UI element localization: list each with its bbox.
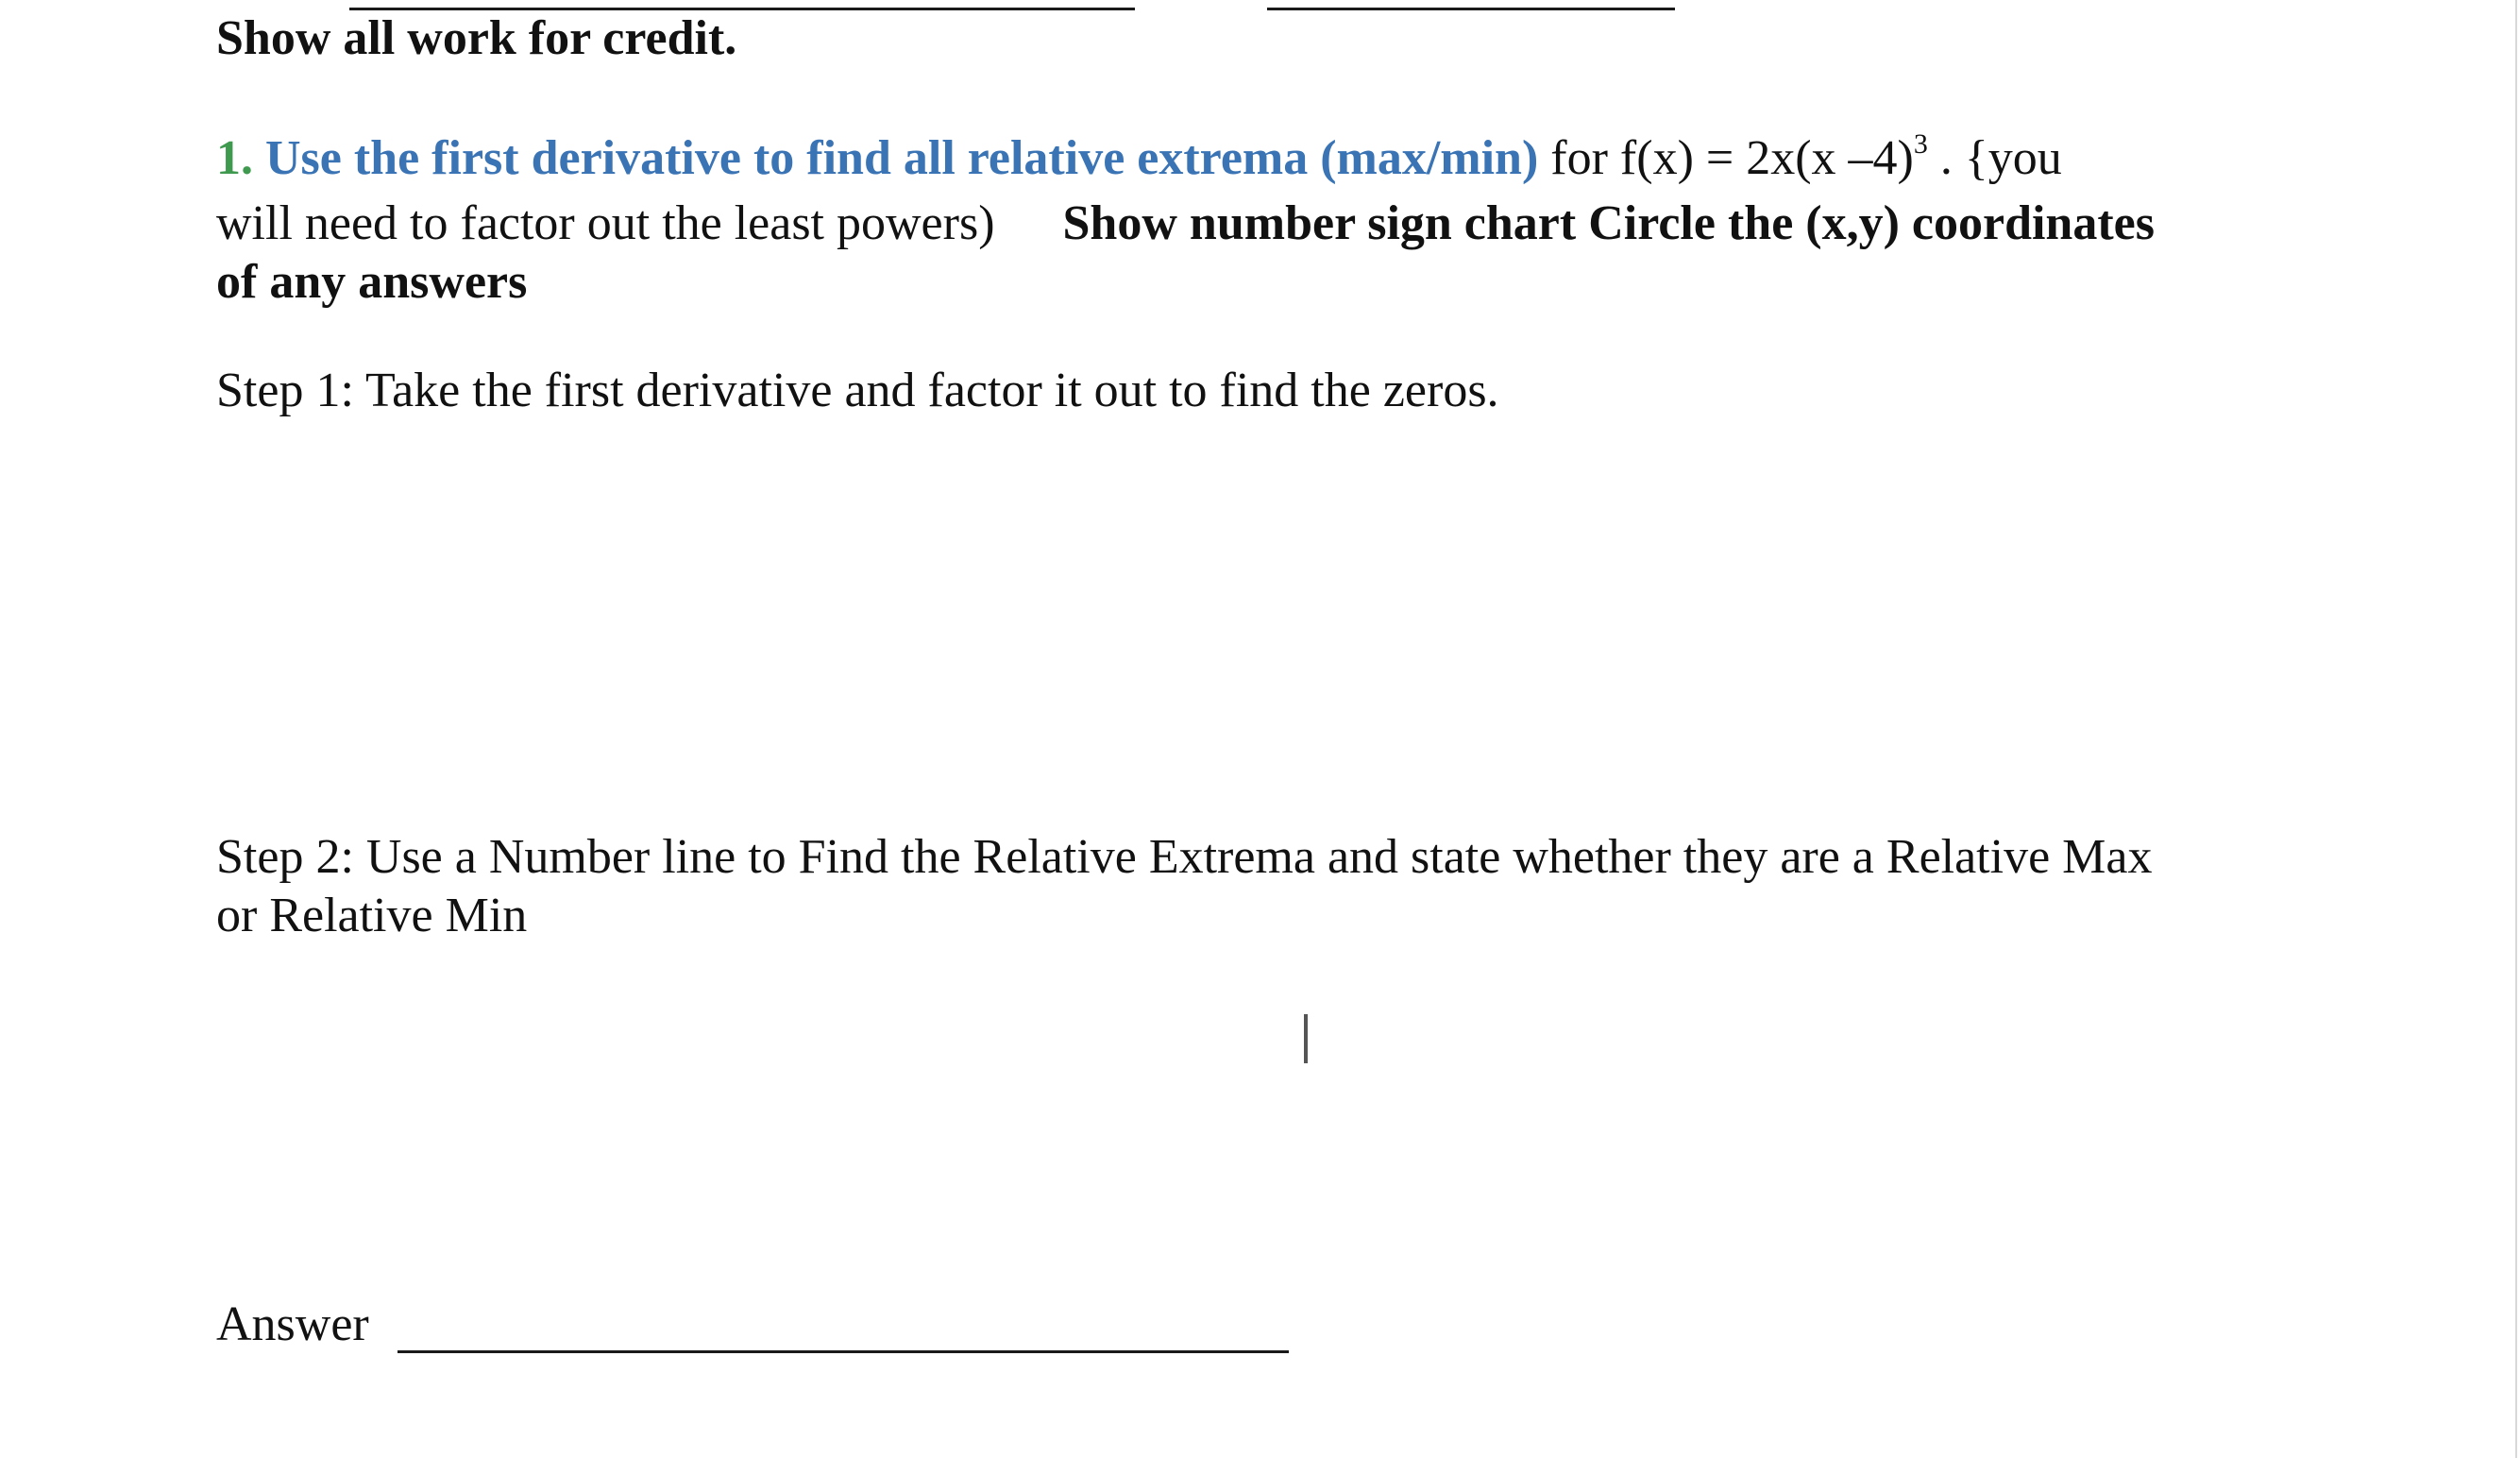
problem-number: 1. [216,131,253,185]
step-2-line-2: or Relative Min [216,889,528,942]
problem-instruction: Use the first derivative to find all relative extrema (max/min) [265,131,1539,185]
problem-line-3: of any answers [216,255,528,309]
function-trailing-text: . {you [1927,131,2062,185]
step-2 [216,828,2482,945]
answer-row [216,1296,1349,1362]
page-edge [2515,0,2517,1458]
function-exponent: 3 [1913,128,1928,160]
function-text: for f(x) = 2x(x –4) [1538,131,1914,185]
answer-blank-line[interactable] [397,1350,1289,1353]
problem-line-1 [216,129,2482,195]
problem-1 [216,129,2482,312]
sign-chart-instruction: Show number sign chart Circle the (x,y) coordinates [1062,196,2155,250]
step-2-line-1: Step 2: Use a Number line to Find the Relative Extrema and state whether they are a Relative Max [216,830,2153,884]
answer-label: Answer [216,1297,369,1351]
step-1-text: Step 1: Take the first derivative and factor it out to find the zeros. [216,364,1499,417]
factor-hint: will need to factor out the least powers) [216,196,995,250]
problem-line-2 [216,195,2482,253]
instructions-heading: Show all work for credit. [216,11,737,65]
text-cursor [1304,1014,1308,1063]
